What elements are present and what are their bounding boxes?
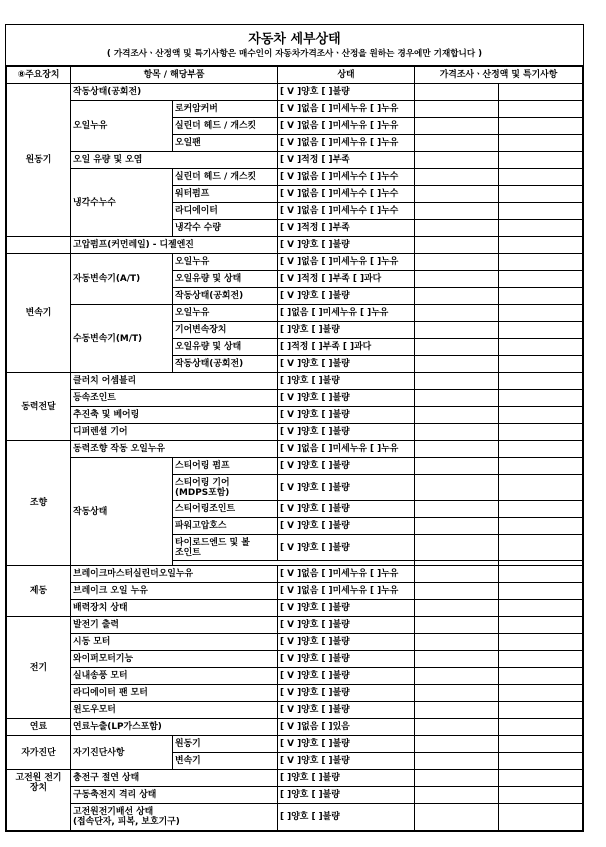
- item-label: 클러치 어셈블리: [71, 373, 278, 390]
- note-cell[interactable]: [499, 535, 583, 561]
- status-cell[interactable]: [ V ]없음 [ ]있음: [278, 719, 415, 736]
- status-cell[interactable]: [ V ]양호 [ ]불량: [278, 685, 415, 702]
- sub-item-label: 오일누유: [173, 254, 278, 271]
- note-cell[interactable]: [415, 634, 499, 651]
- item-label: 동력조향 작동 오일누유: [71, 441, 278, 458]
- note-cell[interactable]: [499, 566, 583, 583]
- note-cell[interactable]: [499, 518, 583, 535]
- status-cell[interactable]: [ V ]양호 [ ]불량: [278, 600, 415, 617]
- status-cell[interactable]: [ V ]양호 [ ]불량: [278, 424, 415, 441]
- status-cell[interactable]: [ V ]적정 [ ]부족: [278, 152, 415, 169]
- header-note: 가격조사ㆍ산정액 및 특기사항: [415, 67, 583, 84]
- status-cell[interactable]: [ V ]적정 [ ]부족: [278, 220, 415, 237]
- table-row: [7, 617, 583, 634]
- status-cell[interactable]: [ V ]적정 [ ]부족 [ ]과다: [278, 271, 415, 288]
- sub-item-label: 오일유량 및 상태: [173, 339, 278, 356]
- item-label: 브레이크 오일 누유: [71, 583, 278, 600]
- item-label: 브레이크마스터실린더오일누유: [71, 566, 278, 583]
- status-cell[interactable]: [ V ]양호 [ ]불량: [278, 634, 415, 651]
- status-cell[interactable]: [ V ]양호 [ ]불량: [278, 702, 415, 719]
- item-label: 연료누출(LP가스포함): [71, 719, 278, 736]
- note-cell[interactable]: [415, 254, 499, 271]
- status-cell[interactable]: [ ]양호 [ ]불량: [278, 787, 415, 804]
- note-cell[interactable]: [415, 390, 499, 407]
- status-cell[interactable]: [ V ]양호 [ ]불량: [278, 617, 415, 634]
- status-cell[interactable]: [ ]양호 [ ]불량: [278, 804, 415, 831]
- item-label: 윈도우모터: [71, 702, 278, 719]
- sub-item-label: 작동상태(공회전): [173, 356, 278, 373]
- note-cell[interactable]: [499, 373, 583, 390]
- note-cell[interactable]: [415, 84, 499, 101]
- sub-item-label: 로커암커버: [173, 101, 278, 118]
- note-cell[interactable]: [499, 305, 583, 322]
- note-cell[interactable]: [415, 566, 499, 583]
- note-cell[interactable]: [415, 702, 499, 719]
- note-cell[interactable]: [499, 237, 583, 254]
- table-row: [7, 101, 583, 118]
- note-cell[interactable]: [499, 254, 583, 271]
- note-cell[interactable]: [415, 339, 499, 356]
- note-cell[interactable]: [499, 101, 583, 118]
- header-row: [7, 67, 583, 84]
- note-cell[interactable]: [415, 237, 499, 254]
- note-cell[interactable]: [415, 753, 499, 770]
- group-electric: 전기: [7, 617, 71, 719]
- note-cell[interactable]: [499, 152, 583, 169]
- note-cell[interactable]: [415, 770, 499, 787]
- item-label: 등속조인트: [71, 390, 278, 407]
- status-cell[interactable]: [ V ]없음 [ ]미세누유 [ ]누유: [278, 566, 415, 583]
- group-selfdiag: 자가진단: [7, 736, 71, 770]
- status-cell[interactable]: [ V ]없음 [ ]미세누유 [ ]누유: [278, 135, 415, 152]
- item-label: 작동상태(공회전): [71, 84, 278, 101]
- status-cell[interactable]: [ V ]양호 [ ]불량: [278, 475, 415, 501]
- status-cell[interactable]: [ V ]양호 [ ]불량: [278, 668, 415, 685]
- sub-item-label: 실린더 헤드 / 개스킷: [173, 169, 278, 186]
- sub-item-label: 파워고압호스: [173, 518, 278, 535]
- table-row: [7, 719, 583, 736]
- sub-item-label: 워터펌프: [173, 186, 278, 203]
- table-row: [7, 84, 583, 101]
- note-cell[interactable]: [499, 288, 583, 305]
- sub-item-label: 타이로드엔드 및 볼 조인트: [173, 535, 278, 561]
- inspection-sheet: [5, 24, 584, 832]
- status-cell[interactable]: [ V ]없음 [ ]미세누수 [ ]누수: [278, 186, 415, 203]
- item-label: 실내송풍 모터: [71, 668, 278, 685]
- table-row: [7, 668, 583, 685]
- note-cell[interactable]: [415, 424, 499, 441]
- status-cell[interactable]: [ V ]양호 [ ]불량: [278, 518, 415, 535]
- item-label: 고압펌프(커먼레일) - 디젤엔진: [71, 237, 278, 254]
- note-cell[interactable]: [415, 373, 499, 390]
- note-cell[interactable]: [415, 322, 499, 339]
- note-cell[interactable]: [415, 600, 499, 617]
- item-label: 오일 유량 및 오염: [71, 152, 278, 169]
- item-label: 와이퍼모터기능: [71, 651, 278, 668]
- note-cell[interactable]: [499, 685, 583, 702]
- sub-item-label: 오일누유: [173, 305, 278, 322]
- table-row: [7, 441, 583, 458]
- note-cell[interactable]: [415, 152, 499, 169]
- note-cell[interactable]: [499, 424, 583, 441]
- note-cell[interactable]: [415, 617, 499, 634]
- table-row: [7, 305, 583, 322]
- item-label: 발전기 출력: [71, 617, 278, 634]
- note-cell[interactable]: [499, 501, 583, 518]
- sub-item-label: 기어변속장치: [173, 322, 278, 339]
- group-transmission: 변속기: [7, 254, 71, 373]
- sub-item-label: 스티어링 기어 (MDPS포함): [173, 475, 278, 501]
- table-row: [7, 804, 583, 831]
- note-cell[interactable]: [499, 118, 583, 135]
- note-cell[interactable]: [499, 668, 583, 685]
- note-cell[interactable]: [415, 186, 499, 203]
- sub-item-label: 작동상태(공회전): [173, 288, 278, 305]
- table-row: [7, 458, 583, 475]
- status-cell[interactable]: [ V ]양호 [ ]불량: [278, 535, 415, 561]
- note-cell[interactable]: [499, 719, 583, 736]
- item-label: 라디에이터 팬 모터: [71, 685, 278, 702]
- note-cell[interactable]: [499, 322, 583, 339]
- status-cell[interactable]: [ V ]양호 [ ]불량: [278, 407, 415, 424]
- status-cell[interactable]: [ ]없음 [ ]미세누유 [ ]누유: [278, 305, 415, 322]
- note-cell[interactable]: [499, 390, 583, 407]
- group-fuel: 연료: [7, 719, 71, 736]
- item-label: 디퍼렌셜 기어: [71, 424, 278, 441]
- note-cell[interactable]: [415, 535, 499, 561]
- item-label: 고전원전기배선 상태 (접속단자, 피복, 보호기구): [71, 804, 278, 831]
- note-cell[interactable]: [499, 339, 583, 356]
- inspection-table: [6, 66, 583, 831]
- status-cell[interactable]: [ V ]없음 [ ]미세누유 [ ]누유: [278, 101, 415, 118]
- note-cell[interactable]: [499, 356, 583, 373]
- table-row: [7, 424, 583, 441]
- note-cell[interactable]: [499, 441, 583, 458]
- note-cell[interactable]: [415, 356, 499, 373]
- group-steering: 조향: [7, 441, 71, 566]
- note-cell[interactable]: [415, 736, 499, 753]
- note-cell[interactable]: [499, 600, 583, 617]
- note-cell[interactable]: [499, 804, 583, 831]
- table-row: [7, 702, 583, 719]
- table-row: [7, 169, 583, 186]
- note-cell[interactable]: [499, 458, 583, 475]
- status-cell[interactable]: [ ]양호 [ ]불량: [278, 322, 415, 339]
- item-label: 배력장치 상태: [71, 600, 278, 617]
- note-cell[interactable]: [415, 441, 499, 458]
- note-cell[interactable]: [499, 407, 583, 424]
- table-row: [7, 390, 583, 407]
- note-cell[interactable]: [415, 169, 499, 186]
- item-label: 시동 모터: [71, 634, 278, 651]
- note-cell[interactable]: [499, 770, 583, 787]
- group-brake: 제동: [7, 566, 71, 617]
- table-row: [7, 600, 583, 617]
- table-row: [7, 566, 583, 583]
- status-cell[interactable]: [ V ]없음 [ ]미세누유 [ ]누유: [278, 118, 415, 135]
- sub-item-label: 스티어링 펌프: [173, 458, 278, 475]
- table-row: [7, 152, 583, 169]
- note-cell[interactable]: [415, 118, 499, 135]
- table-row: [7, 407, 583, 424]
- table-row: [7, 237, 583, 254]
- sub-item-label: 오일팬: [173, 135, 278, 152]
- table-row: [7, 787, 583, 804]
- status-cell[interactable]: [ ]양호 [ ]불량: [278, 770, 415, 787]
- note-cell[interactable]: [499, 583, 583, 600]
- note-cell[interactable]: [499, 651, 583, 668]
- note-cell[interactable]: [415, 501, 499, 518]
- status-cell[interactable]: [ V ]없음 [ ]미세누수 [ ]누수: [278, 203, 415, 220]
- group-spacer: [7, 237, 71, 254]
- item-label: 수동변속기(M/T): [71, 305, 173, 373]
- note-cell[interactable]: [415, 305, 499, 322]
- note-cell[interactable]: [499, 475, 583, 501]
- status-cell[interactable]: [ V ]양호 [ ]불량: [278, 651, 415, 668]
- note-cell[interactable]: [415, 101, 499, 118]
- status-cell[interactable]: [ V ]양호 [ ]불량: [278, 237, 415, 254]
- note-cell[interactable]: [415, 271, 499, 288]
- sub-item-label: 오일유량 및 상태: [173, 271, 278, 288]
- note-cell[interactable]: [499, 169, 583, 186]
- note-cell[interactable]: [499, 220, 583, 237]
- table-row: [7, 373, 583, 390]
- note-cell[interactable]: [499, 203, 583, 220]
- status-cell[interactable]: [ V ]양호 [ ]불량: [278, 458, 415, 475]
- item-label: 자기진단사항: [71, 736, 173, 770]
- note-cell[interactable]: [415, 685, 499, 702]
- sub-item-label: 스티어링조인트: [173, 501, 278, 518]
- note-cell[interactable]: [415, 288, 499, 305]
- note-cell[interactable]: [499, 634, 583, 651]
- note-cell[interactable]: [415, 651, 499, 668]
- group-engine: 원동기: [7, 84, 71, 237]
- note-cell[interactable]: [499, 736, 583, 753]
- status-cell[interactable]: [ V ]없음 [ ]미세누유 [ ]누유: [278, 441, 415, 458]
- table-row: [7, 651, 583, 668]
- status-cell[interactable]: [ ]양호 [ ]불량: [278, 373, 415, 390]
- note-cell[interactable]: [499, 787, 583, 804]
- item-label: 추진축 및 베어링: [71, 407, 278, 424]
- status-cell[interactable]: [ V ]양호 [ ]불량: [278, 390, 415, 407]
- note-cell[interactable]: [415, 787, 499, 804]
- status-cell[interactable]: [ V ]양호 [ ]불량: [278, 356, 415, 373]
- note-cell[interactable]: [499, 271, 583, 288]
- note-cell[interactable]: [415, 668, 499, 685]
- table-row: [7, 685, 583, 702]
- note-cell[interactable]: [499, 84, 583, 101]
- sub-item-label: 실린더 헤드 / 개스킷: [173, 118, 278, 135]
- table-row: [7, 254, 583, 271]
- sub-item-label: 냉각수 수량: [173, 220, 278, 237]
- note-cell[interactable]: [415, 583, 499, 600]
- status-cell[interactable]: [ V ]양호 [ ]불량: [278, 736, 415, 753]
- item-label: 충전구 절연 상태: [71, 770, 278, 787]
- page-title: 자동차 세부상태: [248, 32, 341, 47]
- note-cell[interactable]: [415, 518, 499, 535]
- table-row: [7, 634, 583, 651]
- status-cell[interactable]: [ ]적정 [ ]부족 [ ]과다: [278, 339, 415, 356]
- sub-item-label: 라디에이터: [173, 203, 278, 220]
- status-cell[interactable]: [ V ]없음 [ ]미세누수 [ ]누수: [278, 169, 415, 186]
- header-status: 상태: [278, 67, 415, 84]
- item-label: 작동상태: [71, 458, 173, 566]
- item-label: 냉각수누수: [71, 169, 173, 237]
- note-cell[interactable]: [415, 220, 499, 237]
- note-cell[interactable]: [499, 135, 583, 152]
- group-highvolt: 고전원 전기 장치: [7, 770, 71, 831]
- note-cell[interactable]: [415, 458, 499, 475]
- note-cell[interactable]: [415, 203, 499, 220]
- sub-item-label: 원동기: [173, 736, 278, 753]
- note-cell[interactable]: [415, 135, 499, 152]
- status-cell[interactable]: [ V ]양호 [ ]불량: [278, 288, 415, 305]
- note-cell[interactable]: [415, 475, 499, 501]
- note-cell[interactable]: [499, 617, 583, 634]
- header-device: ⑧주요장치: [7, 67, 71, 84]
- item-label: 구동축전지 격리 상태: [71, 787, 278, 804]
- table-row: [7, 770, 583, 787]
- status-cell[interactable]: [ V ]양호 [ ]불량: [278, 753, 415, 770]
- note-cell[interactable]: [415, 407, 499, 424]
- table-row: [7, 736, 583, 753]
- status-cell[interactable]: [ V ]양호 [ ]불량: [278, 84, 415, 101]
- note-cell[interactable]: [499, 186, 583, 203]
- status-cell[interactable]: [ V ]양호 [ ]불량: [278, 501, 415, 518]
- status-cell[interactable]: [ V ]없음 [ ]미세누유 [ ]누유: [278, 583, 415, 600]
- note-cell[interactable]: [415, 804, 499, 831]
- note-cell[interactable]: [499, 753, 583, 770]
- note-cell[interactable]: [499, 702, 583, 719]
- item-label: 자동변속기(A/T): [71, 254, 173, 305]
- page-subtitle: ( 가격조사ㆍ산정액 및 특기사항은 매수인이 자동차가격조사ㆍ산정을 원하는 경우에만 기재합니다 ): [106, 49, 483, 59]
- note-cell[interactable]: [415, 719, 499, 736]
- header-item: 항목 / 해당부품: [71, 67, 278, 84]
- group-power: 동력전달: [7, 373, 71, 441]
- item-label: 오일누유: [71, 101, 173, 152]
- sheet-header: [6, 25, 583, 66]
- table-row: [7, 583, 583, 600]
- status-cell[interactable]: [ V ]없음 [ ]미세누유 [ ]누유: [278, 254, 415, 271]
- sub-item-label: 변속기: [173, 753, 278, 770]
